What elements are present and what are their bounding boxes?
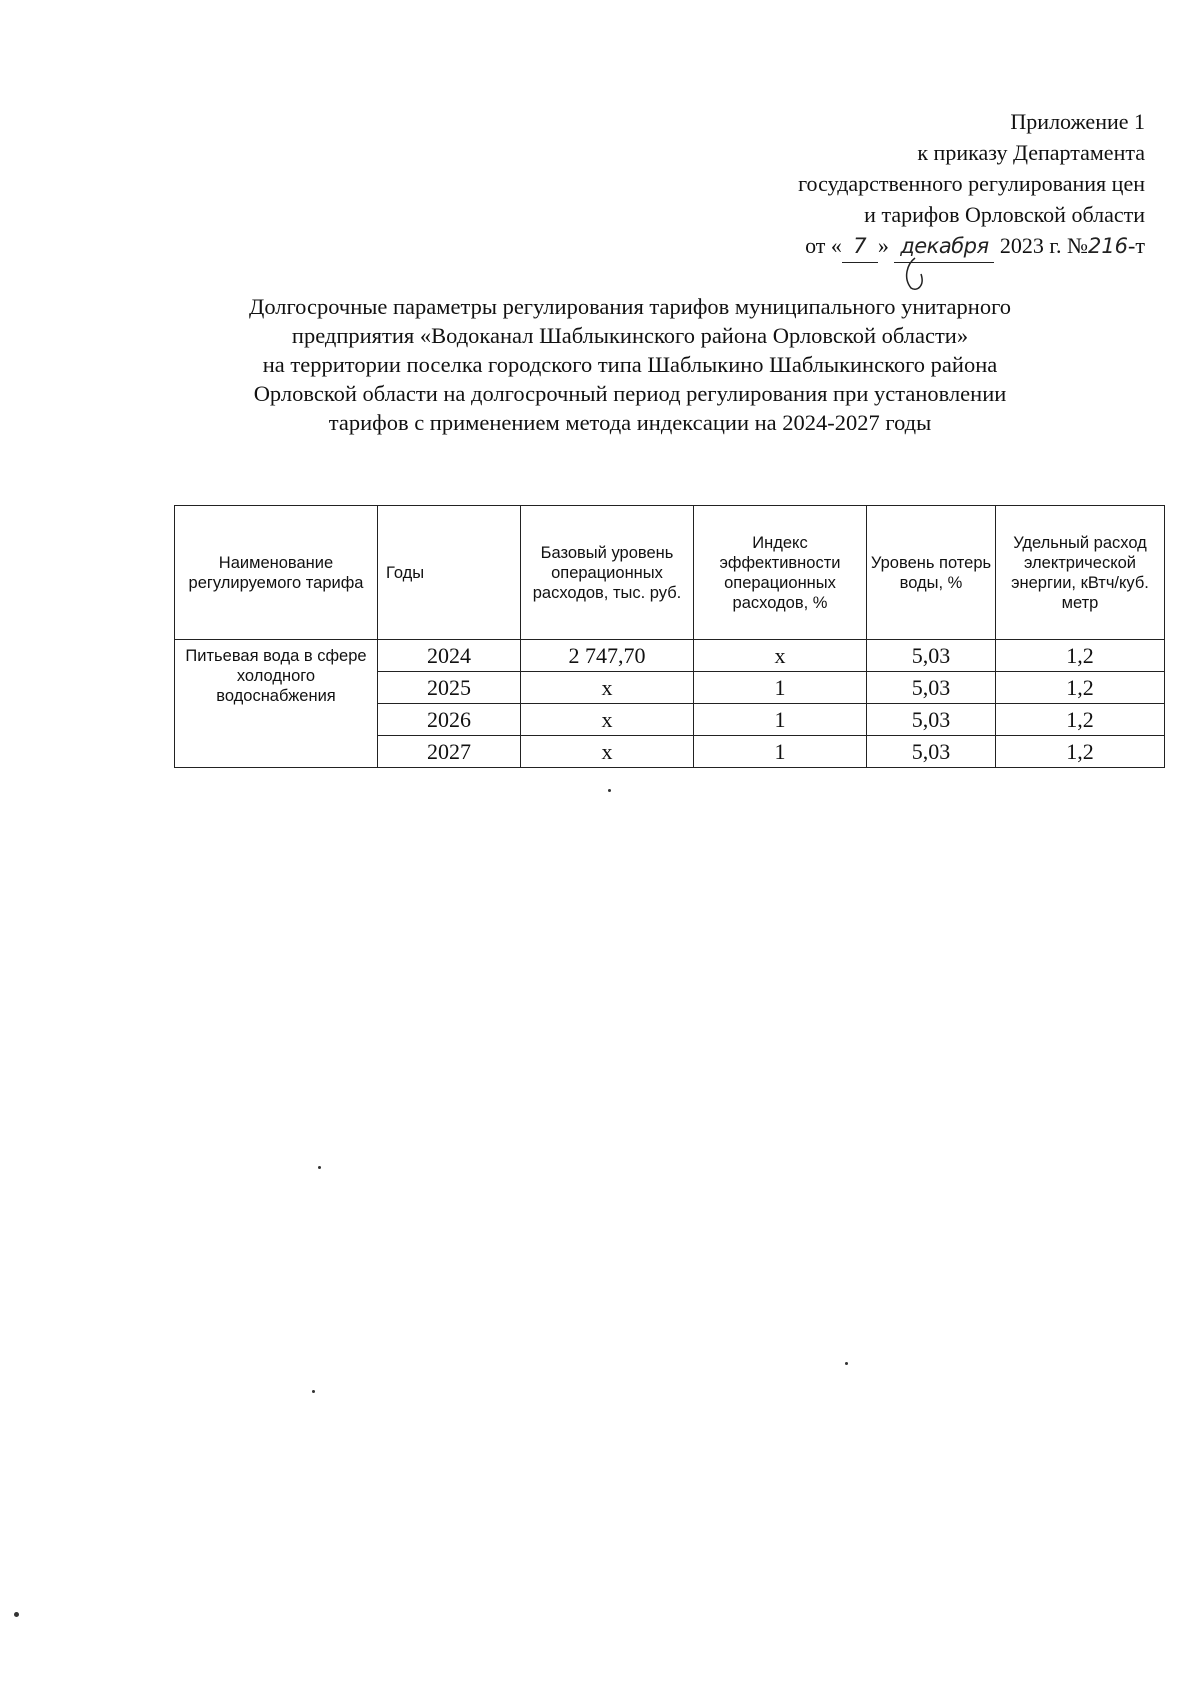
date-suffix: -т	[1128, 233, 1145, 258]
efficiency-index-cell: 1	[694, 672, 867, 704]
header-years: Годы	[378, 506, 521, 640]
base-opex-cell: х	[521, 672, 694, 704]
document-title	[150, 292, 1110, 437]
energy-consumption-cell: 1,2	[996, 736, 1165, 768]
title-line-4: Орловской области на долгосрочный период регулирования при установлении	[253, 381, 1007, 406]
appendix-date-line	[585, 230, 1145, 263]
appendix-line-4: и тарифов Орловской области	[864, 202, 1145, 227]
energy-consumption-cell: 1,2	[996, 672, 1165, 704]
scan-speck	[14, 1612, 19, 1617]
date-year: 2023 г. №	[999, 233, 1088, 258]
base-opex-cell: х	[521, 736, 694, 768]
header-energy-consumption: Удельный расход электрической энергии, кВтч/куб. метр	[996, 506, 1165, 640]
scan-speck	[312, 1390, 315, 1393]
handwritten-month: декабря	[894, 231, 994, 263]
scan-speck	[608, 789, 611, 792]
header-tariff-name: Наименование регулируемого тарифа	[175, 506, 378, 640]
parameters-table-wrapper	[174, 505, 1165, 768]
header-base-opex: Базовый уровень операционных расходов, тыс. руб.	[521, 506, 694, 640]
table-row	[175, 640, 1165, 672]
scan-speck	[845, 1362, 848, 1365]
header-efficiency-index: Индекс эффективности операционных расходов, %	[694, 506, 867, 640]
title-line-2: предприятия «Водоканал Шаблыкинского района Орловской области»	[291, 323, 969, 348]
tariff-name-cell: Питьевая вода в сфере холодного водоснабжения	[175, 640, 378, 768]
water-losses-cell: 5,03	[867, 736, 996, 768]
title-line-5: тарифов с применением метода индексации на 2024-2027 годы	[328, 410, 932, 435]
date-prefix: от «	[805, 233, 842, 258]
base-opex-cell: 2 747,70	[521, 640, 694, 672]
water-losses-cell: 5,03	[867, 640, 996, 672]
appendix-line-3: государственного регулирования цен	[798, 171, 1145, 196]
date-mid: »	[877, 233, 889, 258]
efficiency-index-cell: 1	[694, 736, 867, 768]
header-water-losses: Уровень потерь воды, %	[867, 506, 996, 640]
efficiency-index-cell: х	[694, 640, 867, 672]
order-date	[805, 230, 1145, 263]
base-opex-cell: х	[521, 704, 694, 736]
appendix-line-2: к приказу Департамента	[917, 140, 1145, 165]
year-cell: 2027	[378, 736, 521, 768]
year-cell: 2026	[378, 704, 521, 736]
scan-speck	[318, 1166, 321, 1169]
table-header-row	[175, 506, 1165, 640]
handwritten-order-number: 216	[1087, 234, 1129, 258]
handwritten-day: 7	[842, 231, 878, 263]
water-losses-cell: 5,03	[867, 704, 996, 736]
title-line-1: Долгосрочные параметры регулирования тарифов муниципального унитарного	[248, 294, 1011, 319]
energy-consumption-cell: 1,2	[996, 704, 1165, 736]
title-line-3: на территории поселка городского типа Шаблыкино Шаблыкинского района	[262, 352, 998, 377]
efficiency-index-cell: 1	[694, 704, 867, 736]
year-cell: 2025	[378, 672, 521, 704]
parameters-table	[174, 505, 1165, 768]
water-losses-cell: 5,03	[867, 672, 996, 704]
appendix-header	[585, 106, 1145, 263]
energy-consumption-cell: 1,2	[996, 640, 1165, 672]
appendix-line-1: Приложение 1	[1010, 109, 1145, 134]
year-cell: 2024	[378, 640, 521, 672]
